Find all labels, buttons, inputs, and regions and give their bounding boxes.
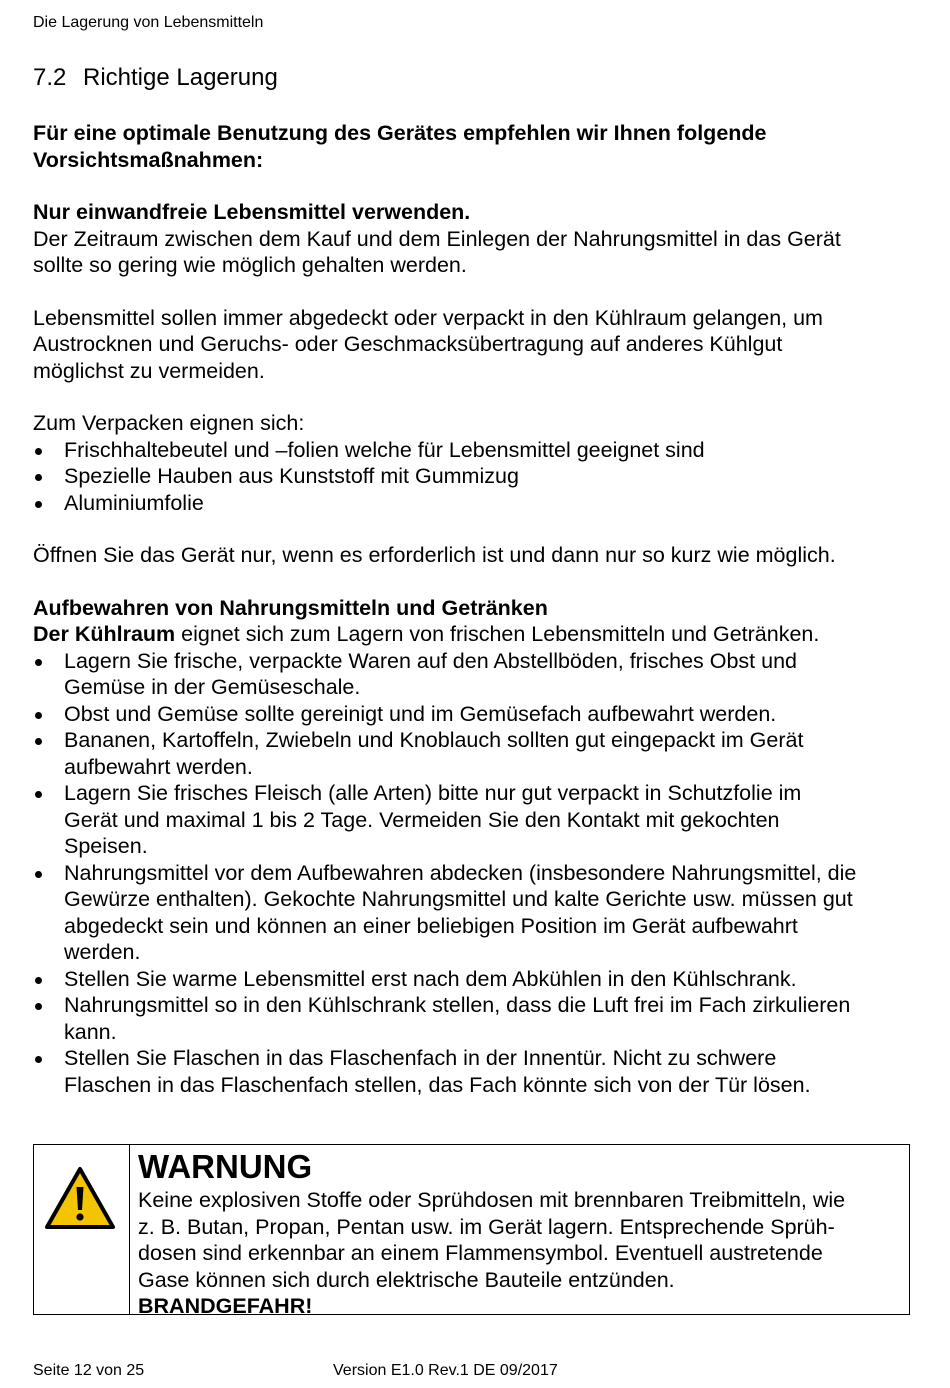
packaging-list (33, 437, 923, 517)
list-item-line: Lagern Sie frische, verpackte Waren auf den Abstellböden, frisches Obst und (64, 648, 798, 673)
section-number: 7.2 (33, 64, 67, 91)
list-item (33, 780, 923, 860)
list-item-line: Gemüse in der Gemüseschale. (64, 675, 361, 699)
warning-line: Gase können sich durch elektrische Bauteile entzünden. (138, 1267, 675, 1292)
list-item-line: Gewürze enthalten). Gekochte Nahrungsmittel und kalte Gerichte usw. müssen gut (64, 887, 853, 911)
storage-lead-bold: Der Kühlraum (33, 622, 176, 646)
list-item (33, 701, 923, 728)
list-item: Aluminiumfolie (33, 490, 923, 517)
list-item-line: Stellen Sie warme Lebensmittel erst nach dem Abkühlen in den Kühlschrank. (64, 966, 797, 991)
p2-line-2: Austrocknen und Geruchs- oder Geschmacksübertragung auf anderes Kühlgut (33, 332, 783, 356)
warning-emphasis: BRANDGEFAHR! (138, 1294, 313, 1318)
list-item (33, 1045, 923, 1098)
p1-heading: Nur einwandfreie Lebensmittel verwenden. (33, 200, 471, 224)
footer-version: Version E1.0 Rev.1 DE 09/2017 (333, 1362, 558, 1379)
list-item-line: Obst und Gemüse sollte gereinigt und im Gemüsefach aufbewahrt werden. (64, 701, 777, 726)
list-item-line: Stellen Sie Flaschen in das Flaschenfach in der Innentür. Nicht zu schwere (64, 1046, 777, 1070)
list-item-line: Bananen, Kartoffeln, Zwiebeln und Knoblauch sollten gut eingepackt im Gerät (64, 728, 804, 752)
list-item-line: werden. (64, 940, 141, 964)
warning-divider (129, 1145, 130, 1314)
open-note: Öffnen Sie das Gerät nur, wenn es erforderlich ist und dann nur so kurz wie möglich. (33, 543, 836, 567)
p1-line-1: Der Zeitraum zwischen dem Kauf und dem Einlegen der Nahrungsmittel in das Gerät (33, 226, 841, 251)
p2-line-3: möglichst zu vermeiden. (33, 358, 265, 383)
list-item (33, 860, 923, 966)
storage-list (33, 648, 923, 1099)
p2-line-1: Lebensmittel sollen immer abgedeckt oder verpackt in den Kühlraum gelangen, um (33, 305, 823, 330)
footer-page-number: Seite 12 von 25 (33, 1362, 145, 1379)
list-item-line: Gerät und maximal 1 bis 2 Tage. Vermeiden Sie den Kontakt mit gekochten (64, 807, 780, 832)
list-item-line: abgedeckt sein und können an einer beliebigen Position im Gerät aufbewahrt (64, 913, 798, 938)
list-item-line: aufbewahrt werden. (64, 754, 253, 779)
list-item: Frischhaltebeutel und –folien welche für Lebensmittel geeignet sind (33, 437, 923, 464)
warning-box (33, 1144, 910, 1318)
section-title: Richtige Lagerung (83, 64, 278, 91)
list-item-line: kann. (64, 1019, 117, 1044)
warning-heading: WARNUNG (138, 1148, 313, 1185)
p1-line-2: sollte so gering wie möglich gehalten werden. (33, 253, 467, 277)
warning-triangle-icon (44, 1165, 116, 1231)
list-item-line: Lagern Sie frisches Fleisch (alle Arten) bitte nur gut verpackt in Schutzfolie im (64, 781, 802, 805)
list-item-line: Flaschen in das Flaschenfach stellen, das Fach könnte sich von der Tür lösen. (64, 1072, 811, 1097)
warning-line: dosen sind erkennbar an einem Flammensymbol. Eventuell austretende (138, 1241, 823, 1265)
list-item (33, 992, 923, 1045)
list-item-line: Speisen. (64, 834, 148, 858)
intro-line-1: Für eine optimale Benutzung des Gerätes empfehlen wir Ihnen folgende (33, 121, 767, 145)
storage-heading: Aufbewahren von Nahrungsmitteln und Getränken (33, 595, 548, 620)
section-heading (33, 64, 278, 92)
body-content (33, 120, 923, 1098)
packaging-intro: Zum Verpacken eignen sich: (33, 411, 305, 435)
list-item-line: Nahrungsmittel so in den Kühlschrank stellen, dass die Luft frei im Fach zirkulieren (64, 993, 851, 1017)
running-header: Die Lagerung von Lebensmitteln (33, 14, 264, 31)
list-item (33, 648, 923, 701)
storage-lead (33, 621, 923, 648)
list-item: Spezielle Hauben aus Kunststoff mit Gummizug (33, 463, 923, 490)
storage-lead-rest: eignet sich zum Lagern von frischen Lebensmitteln und Getränken. (175, 622, 820, 646)
list-item (33, 727, 923, 780)
list-item-line: Nahrungsmittel vor dem Aufbewahren abdecken (insbesondere Nahrungsmittel, die (64, 860, 857, 885)
warning-text (138, 1145, 901, 1320)
intro-line-2: Vorsichtsmaßnahmen: (33, 147, 264, 172)
list-item (33, 966, 923, 993)
warning-line: Keine explosiven Stoffe oder Sprühdosen mit brennbaren Treibmitteln, wie (138, 1188, 846, 1212)
warning-line: z. B. Butan, Propan, Pentan usw. im Gerät lagern. Entsprechende Sprüh- (138, 1214, 835, 1239)
